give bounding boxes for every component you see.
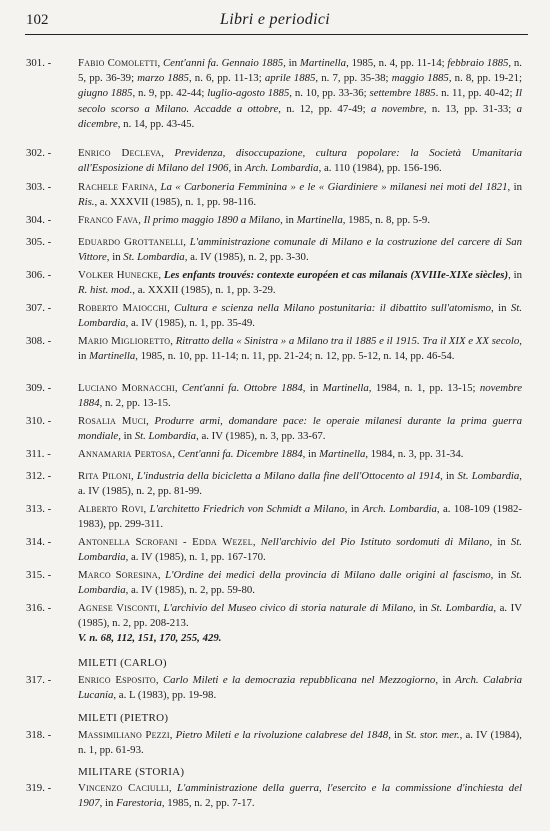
entry-text (78, 673, 522, 703)
entry-text-run: . n. 11, pp. 40-42; (435, 87, 516, 100)
entry-text-run: , in (344, 503, 363, 515)
entry-text-run: , (252, 536, 261, 548)
entry-number: 315. - (26, 569, 52, 581)
entry-author: Luciano Mornacchi (78, 382, 175, 394)
entry-text (78, 301, 522, 331)
entry-text (78, 213, 522, 228)
entry-text-run: , (155, 674, 163, 686)
entry-author: Antonella Scrofani - Edda Wezel (78, 536, 253, 548)
entry-text-run: , n. 2, pp. 13-15. (99, 397, 171, 410)
entry-text-run: , 1984, n. 3, pp. 31-34. (365, 448, 464, 460)
entry-title: Ris. (78, 196, 95, 209)
entry-text-run: , in (78, 335, 522, 363)
entry-text-run: , a. IV (1985), n. 1, pp. 35-49. (125, 317, 255, 330)
entry-title: Martinella (319, 448, 366, 460)
entry-text-run: , a. IV (1985), n. 2, pp. 59-80. (125, 584, 255, 597)
entry-title: Cent'anni fa. Ottobre 1884 (181, 382, 303, 394)
entry-text-run: , n. 7, pp. 35-38; (315, 72, 392, 85)
entry-title: novembre 1884 (78, 382, 523, 410)
entry-text-run: , (170, 335, 176, 347)
entry-title: Martinella (89, 350, 136, 363)
entry-author: Enrico Decleva (78, 147, 162, 159)
entry-text-run: , in (280, 214, 297, 226)
entry-text-run: , (158, 269, 164, 281)
entry-title: Nell'archivio del Pio Istituto sordomuti di Milano (260, 536, 490, 548)
entry-text (78, 180, 522, 210)
entry-number: 311. - (26, 448, 51, 460)
entry-title: L'amministrazione comunale di Milano e la costruzione del carcere di San Vittore (78, 236, 522, 264)
entry-text-run: , a. XXXII (1985), n. 1, pp. 3-29. (132, 284, 276, 297)
entry-title: Produrre armi, domandare pace: le operaie milanesi durante la prima guerra mondiale (78, 415, 522, 443)
entry-author: Marco Soresina (78, 569, 158, 581)
running-title: Libri e periodici (220, 11, 330, 28)
entry-author: Vincenzo Caciulli (78, 782, 169, 794)
entry-number: 301. - (26, 57, 52, 69)
entry-text-run: , in (435, 674, 456, 686)
entry-text-run: , in (508, 269, 523, 281)
entry-title: St. Lombardia (78, 536, 523, 564)
entry-text-run: , in (106, 251, 124, 264)
entry-number: 305. - (26, 236, 52, 248)
entry-text-run: , in (440, 470, 458, 482)
entry-text-run: , 1985, n. 2, pp. 7-17. (161, 797, 255, 810)
entry-author: Enrico Esposito (78, 674, 156, 686)
entry-title: Previdenza, disoccupazione, cultura popolare: la Società Umanitaria all'Esposizione di Milano del 1906 (78, 147, 522, 175)
entry-text (78, 268, 522, 298)
entry-text-run: , in (118, 430, 135, 443)
entry-text-run: , a. IV (1985), n. 2, pp. 81-99. (78, 470, 522, 498)
entry-text-run: , in (228, 162, 245, 175)
entry-title: a dicembre (78, 102, 522, 130)
entry-text (78, 469, 522, 499)
entry-title: febbraio 1885 (447, 57, 509, 69)
entry-title: settembre 1885 (369, 87, 436, 100)
entry-title: St. Lombardia (134, 430, 197, 443)
entry-author: Volker Hunecke (78, 269, 159, 281)
entry-title: maggio 1885 (391, 72, 449, 85)
entry-number: 319. - (26, 782, 52, 794)
entry-bold-italic: Les enfants trouvés: contexte européen et cas milanais (XVIIIe-XIXe siècles) (163, 269, 509, 281)
entry-text-run: , 1984, n. 1, pp. 13-15; (368, 382, 480, 394)
entry-title: Arch. Lombardia (244, 162, 319, 175)
entry-text-run: , n. 6, pp. 11-13; (188, 72, 265, 85)
entry-text-run: , (174, 382, 182, 394)
entry-text-run: , (154, 181, 161, 193)
entry-text-run: , a. IV (1985), n. 2, pp. 208-213. (78, 602, 522, 630)
entry-text (78, 334, 522, 364)
entry-text-run: , (157, 569, 166, 581)
entry-author: Annamaria Pertosa (78, 448, 173, 460)
header-rule (25, 34, 528, 35)
entry-text-run: , in (99, 797, 117, 810)
entry-title: St. Lombardia (457, 470, 520, 482)
entry-title: Martinella (296, 214, 343, 226)
entry-title: St. Lombardia (123, 251, 185, 264)
entry-text-run: , n. 5, pp. 36-39; (78, 57, 523, 85)
entry-title: giugno 1885 (78, 87, 133, 100)
entry-number: 306. - (26, 269, 52, 281)
entry-text-run: , (138, 214, 144, 226)
entry-text-run: , in (413, 602, 432, 614)
entry-author: Alberto Rovi (78, 503, 144, 515)
entry-text-run: , n. 10, pp. 33-36; (289, 87, 370, 100)
entry-author: Rita Piloni (78, 470, 131, 482)
entry-text-run: , (183, 236, 190, 248)
entry-text-run: , in (283, 57, 300, 69)
entry-text-run: , a. 108-109 (1982-1983), pp. 299-311. (78, 503, 523, 531)
entry-text-run: , in (489, 536, 511, 548)
entry-title: Pietro Mileti e la rivoluzione calabrese del 1848 (175, 729, 389, 741)
entry-title: L'industria della bicicletta a Milano dalla fine dell'Ottocento al 1914 (136, 470, 441, 482)
entry-title: L'Ordine dei medici della provincia di Milano dalle origini al fascismo (165, 569, 491, 581)
entry-text-run: , n. 13, pp. 31-33; (423, 102, 517, 115)
entry-text (78, 568, 522, 598)
entry-text-run: , a. IV (1984), n. 1, pp. 61-93. (78, 729, 522, 757)
entry-number: 303. - (26, 181, 52, 193)
entry-text (78, 601, 522, 647)
entry-title: marzo 1885 (137, 72, 189, 85)
entry-text-run: , a. IV (1985), n. 1, pp. 167-170. (125, 551, 266, 564)
entry-author: Agnese Visconti (78, 602, 158, 614)
entry-text (78, 447, 522, 462)
entry-text (78, 414, 522, 444)
entry-number: 313. - (26, 503, 52, 515)
entry-number: 309. - (26, 382, 52, 394)
entry-title: St. Lombardia (78, 569, 523, 597)
entry-number: 314. - (26, 536, 52, 548)
entry-text (78, 56, 522, 132)
entry-text (78, 728, 522, 758)
page-header (0, 0, 550, 30)
entry-text-run: , 1985, n. 4, pp. 11-14; (346, 57, 448, 69)
entry-title: L'architetto Friedrich von Schmidt a Milano (149, 503, 345, 515)
entry-title: a novembre (370, 102, 424, 115)
entry-text-run: , (167, 302, 175, 314)
entry-bold-italic: V. n. 68, 112, 151, 170, 255, 429. (78, 632, 222, 645)
section-heading: MILETI (CARLO) (78, 657, 167, 669)
entry-number: 308. - (26, 335, 52, 347)
entry-title: Arch. Calabria Lucania (78, 674, 522, 702)
entry-title: Cultura e scienza nella Milano postunitaria: il dibattito sull'atomismo (174, 302, 492, 314)
entry-text-run: , n. 9, pp. 42-44; (132, 87, 208, 100)
entry-title: R. hist. mod. (78, 284, 133, 297)
entry-text (78, 535, 522, 565)
entry-title: La « Carboneria Femminina » e le « Giardiniere » milanesi nei moti del 1821 (160, 181, 508, 193)
entry-title: Arch. Lombardia (362, 503, 437, 515)
entry-text-run: , n. 12, pp. 47-49; (278, 102, 371, 115)
entry-title: luglio-agosto 1885 (207, 87, 290, 100)
entry-text-run: , (157, 57, 163, 69)
entry-text (78, 502, 522, 532)
entry-text-run: , in (302, 448, 320, 460)
entry-author: Roberto Maiocchi (78, 302, 168, 314)
section-heading: MILETI (PIETRO) (78, 712, 169, 724)
entry-title: Ritratto della « Sinistra » a Milano tra il 1885 e il 1915. Tra il XIX e XX secolo (175, 335, 520, 347)
entry-title: L'archivio del Museo civico di storia naturale di Milano (163, 602, 414, 614)
entry-text (78, 235, 522, 265)
entry-text (78, 381, 522, 411)
entry-author: Massimiliano Pezzi (78, 729, 170, 741)
entry-number: 318. - (26, 729, 52, 741)
entry-title: Il primo maggio 1890 a Milano (143, 214, 281, 226)
entry-text-run: , a. 110 (1984), pp. 156-196. (318, 162, 442, 175)
entry-author: Rosalia Muci (78, 415, 147, 427)
entry-number: 316. - (26, 602, 52, 614)
entry-text-run: , in (490, 569, 511, 581)
entry-text-run: , (161, 147, 175, 159)
section-heading: MILITARE (STORIA) (78, 766, 185, 778)
entry-text-run: , (157, 602, 164, 614)
entry-text-run: , a. L (1983), pp. 19-98. (113, 689, 217, 702)
entry-text-run: , (169, 729, 176, 741)
entry-title: Carlo Mileti e la democrazia repubblicana nel Mezzogiorno (162, 674, 436, 686)
entry-title: St. Lombardia (431, 602, 494, 614)
entry-text-run: , (143, 503, 150, 515)
entry-text-run: , (131, 470, 137, 482)
entry-title: St. stor. mer. (405, 729, 460, 741)
entry-title: Farestoria (116, 797, 162, 810)
entry-author: Franco Fava (78, 214, 139, 226)
entry-text-run: , in (302, 382, 323, 394)
entry-text-run: , (172, 448, 178, 460)
entry-title: Martinella (299, 57, 347, 69)
entry-author: Eduardo Grottanelli (78, 236, 184, 248)
entry-text-run: , in (388, 729, 406, 741)
entry-author: Rachele Farina (78, 181, 155, 193)
entry-text-run: , in (491, 302, 511, 314)
entry-title: Martinella (322, 382, 369, 394)
entry-text-run: , n. 14, pp. 43-45. (117, 117, 195, 130)
entry-text (78, 146, 522, 176)
entry-title: St. Lombardia (78, 302, 522, 330)
entry-title: Il secolo scorso a Milano. Accadde a ottobre (78, 87, 522, 115)
entry-number: 302. - (26, 147, 52, 159)
entry-text-run: , 1985, n. 8, pp. 5-9. (342, 214, 431, 226)
entry-number: 317. - (26, 674, 52, 686)
entry-text-run: , in (507, 181, 523, 193)
entry-text-run: , n. 8, pp. 19-21; (448, 72, 522, 85)
page-number: 102 (26, 12, 49, 28)
entry-text-run: , a. XXXVII (1985), n. 1, pp. 98-116. (94, 196, 257, 209)
entry-author: Fabio Comoletti (78, 57, 158, 69)
entry-text-run: , a. IV (1985), n. 3, pp. 33-67. (196, 430, 326, 443)
entry-title: Cent'anni fa. Gennaio 1885 (162, 57, 284, 69)
entry-text-run: , (146, 415, 155, 427)
entry-number: 310. - (26, 415, 52, 427)
entry-number: 312. - (26, 470, 52, 482)
entry-text (78, 781, 522, 811)
entry-number: 304. - (26, 214, 52, 226)
entry-title: aprile 1885 (264, 72, 316, 85)
entry-number: 307. - (26, 302, 52, 314)
entry-title: Cent'anni fa. Dicembre 1884 (177, 448, 303, 460)
entry-text-run: , a. IV (1985), n. 2, pp. 3-30. (184, 251, 309, 264)
entry-text-run: , (168, 782, 177, 794)
entry-author: Mario Miglioretto (78, 335, 171, 347)
entry-text-run: , 1985, n. 10, pp. 11-14; n. 11, pp. 21-24; n. 12, pp. 5-12, n. 14, pp. 46-54. (135, 350, 455, 363)
entry-title: L'amministrazione della guerra, l'esercito e la commissione d'inchiesta del 1907 (78, 782, 522, 810)
